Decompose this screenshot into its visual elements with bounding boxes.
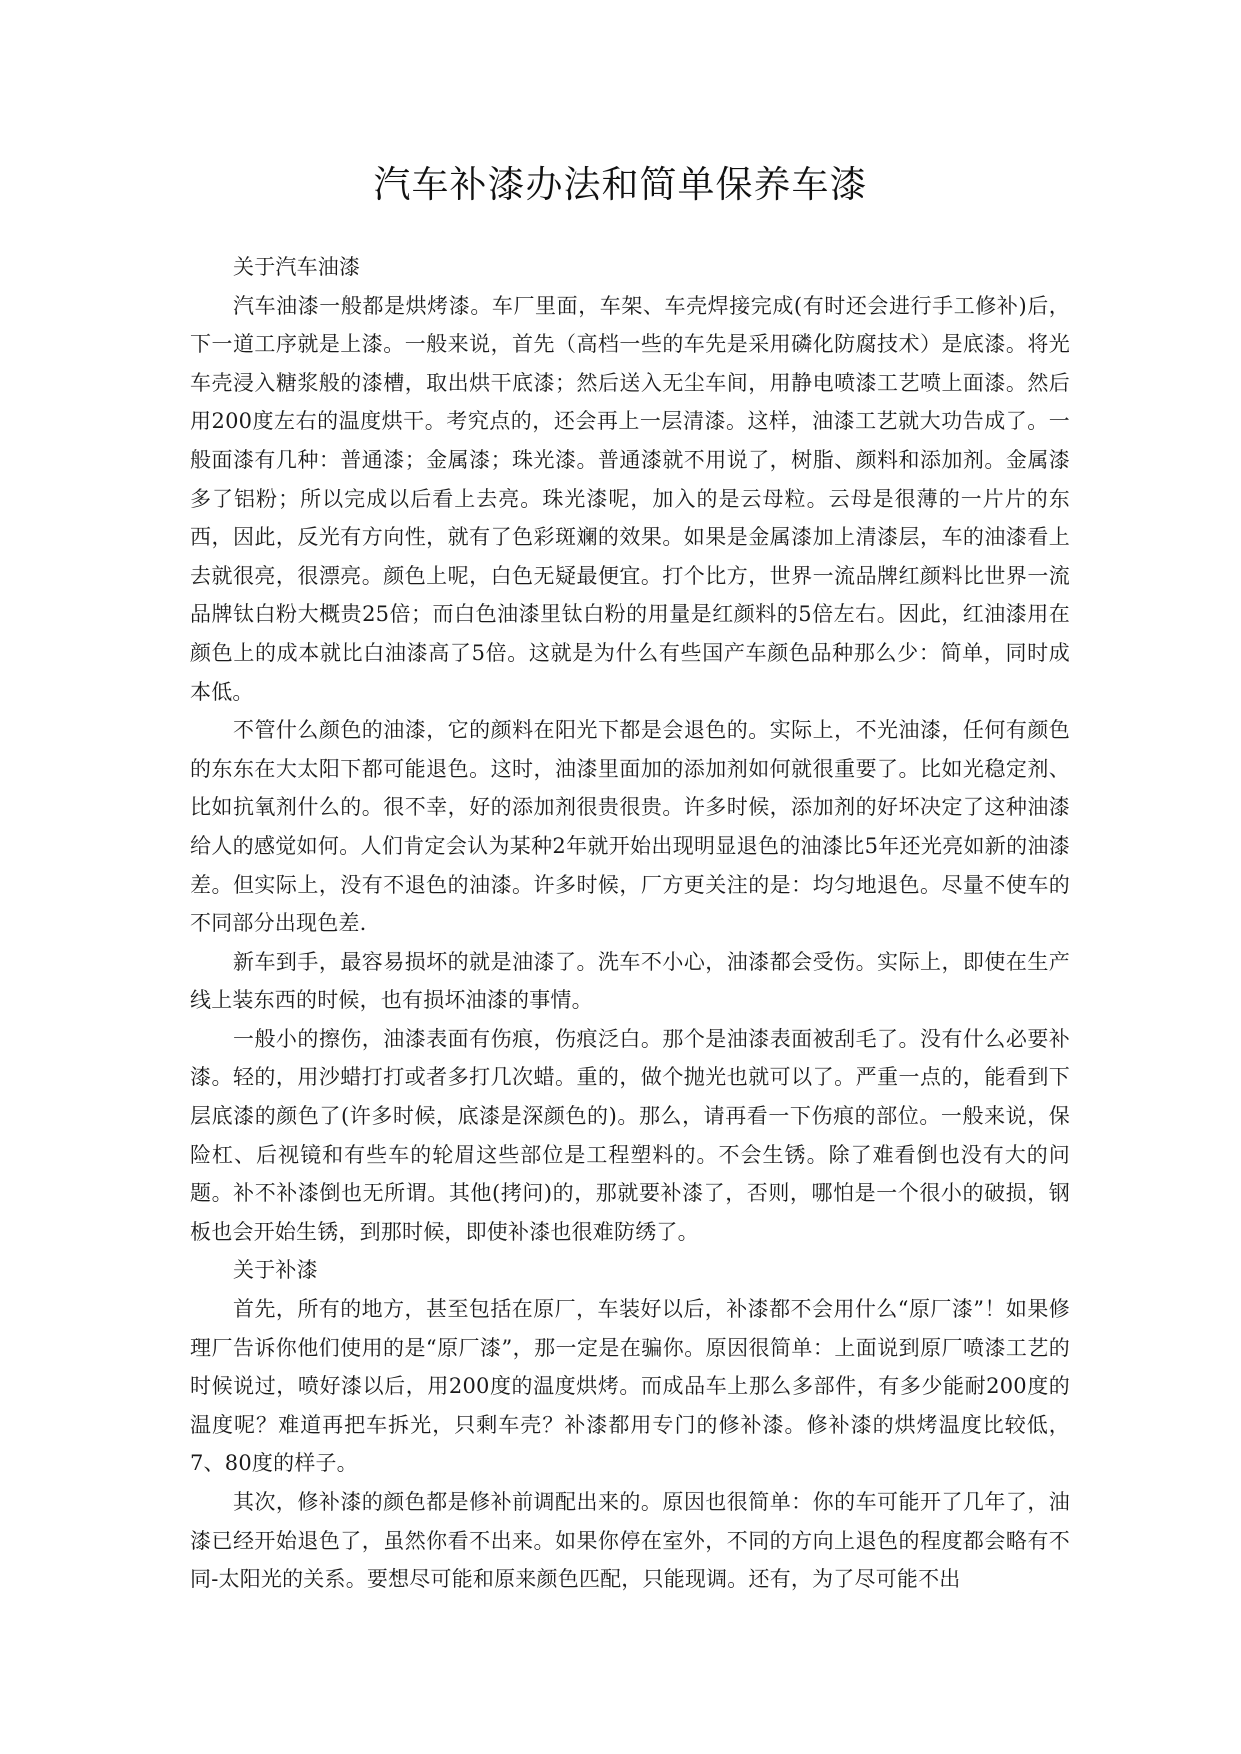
document-body [190, 248, 1070, 1599]
document-title: 汽车补漆办法和简单保养车漆 [373, 163, 868, 206]
paragraph: 一般小的擦伤，油漆表面有伤痕，伤痕泛白。那个是油漆表面被刮毛了。没有什么必要补漆。轻的，用沙蜡打打或者多打几次蜡。重的，做个抛光也就可以了。严重一点的，能看到下层底漆的颜色了(许多时候，底漆是深颜色的)。那么，请再看一下伤痕的部位。一般来说，保险杠、后视镜和有些车的轮眉这些部位是工程塑料的。不会生锈。除了难看倒也没有大的问题。补不补漆倒也无所谓。其他(拷问)的，那就要补漆了，否则，哪怕是一个很小的破损，钢板也会开始生锈，到那时候，即使补漆也很难防绣了。 [190, 1026, 1070, 1244]
paragraph: 其次，修补漆的颜色都是修补前调配出来的。原因也很简单：你的车可能开了几年了，油漆已经开始退色了，虽然你看不出来。如果你停在室外，不同的方向上退色的程度都会略有不同-太阳光的关系。要想尽可能和原来颜色匹配，只能现调。还有，为了尽可能不出 [190, 1490, 1070, 1592]
paragraph: 汽车油漆一般都是烘烤漆。车厂里面，车架、车壳焊接完成(有时还会进行手工修补)后，下一道工序就是上漆。一般来说，首先（高档一些的车先是采用磷化防腐技术）是底漆。将光车壳浸入糖浆般的漆槽，取出烘干底漆；然后送入无尘车间，用静电喷漆工艺喷上面漆。然后用200度左右的温度烘干。考究点的，还会再上一层清漆。这样，油漆工艺就大功告成了。一般面漆有几种：普通漆；金属漆；珠光漆。普通漆就不用说了，树脂、颜料和添加剂。金属漆多了铝粉；所以完成以后看上去亮。珠光漆呢，加入的是云母粒。云母是很薄的一片片的东西，因此，反光有方向性，就有了色彩斑斓的效果。如果是金属漆加上清漆层，车的油漆看上去就很亮，很漂亮。颜色上呢，白色无疑最便宜。打个比方，世界一流品牌红颜料比世界一流品牌钛白粉大概贵25倍；而白色油漆里钛白粉的用量是红颜料的5倍左右。因此，红油漆用在颜色上的成本就比白油漆高了5倍。这就是为什么有些国产车颜色品种那么少：简单，同时成本低。 [190, 293, 1070, 704]
paragraph: 新车到手，最容易损坏的就是油漆了。洗车不小心，油漆都会受伤。实际上，即使在生产线上装东西的时候，也有损坏油漆的事情。 [190, 949, 1070, 1013]
section-heading-touchup: 关于补漆 [233, 1258, 318, 1283]
paragraph: 首先，所有的地方，甚至包括在原厂，车装好以后，补漆都不会用什么“原厂漆”！如果修理厂告诉你他们使用的是“原厂漆”，那一定是在骗你。原因很简单：上面说到原厂喷漆工艺的时候说过，喷好漆以后，用200度的温度烘烤。而成品车上那么多部件，有多少能耐200度的温度呢？难道再把车拆光，只剩车壳？补漆都用专门的修补漆。修补漆的烘烤温度比较低，7、80度的样子。 [190, 1297, 1070, 1476]
paragraph: 不管什么颜色的油漆，它的颜料在阳光下都是会退色的。实际上，不光油漆，任何有颜色的东东在大太阳下都可能退色。这时，油漆里面加的添加剂如何就很重要了。比如光稳定剂、比如抗氧剂什么的。很不幸，好的添加剂很贵很贵。许多时候，添加剂的好坏决定了这种油漆给人的感觉如何。人们肯定会认为某种2年就开始出现明显退色的油漆比5年还光亮如新的油漆差。但实际上，没有不退色的油漆。许多时候，厂方更关注的是：均匀地退色。尽量不使车的不同部分出现色差. [190, 718, 1070, 936]
section-heading-paint: 关于汽车油漆 [233, 255, 361, 279]
